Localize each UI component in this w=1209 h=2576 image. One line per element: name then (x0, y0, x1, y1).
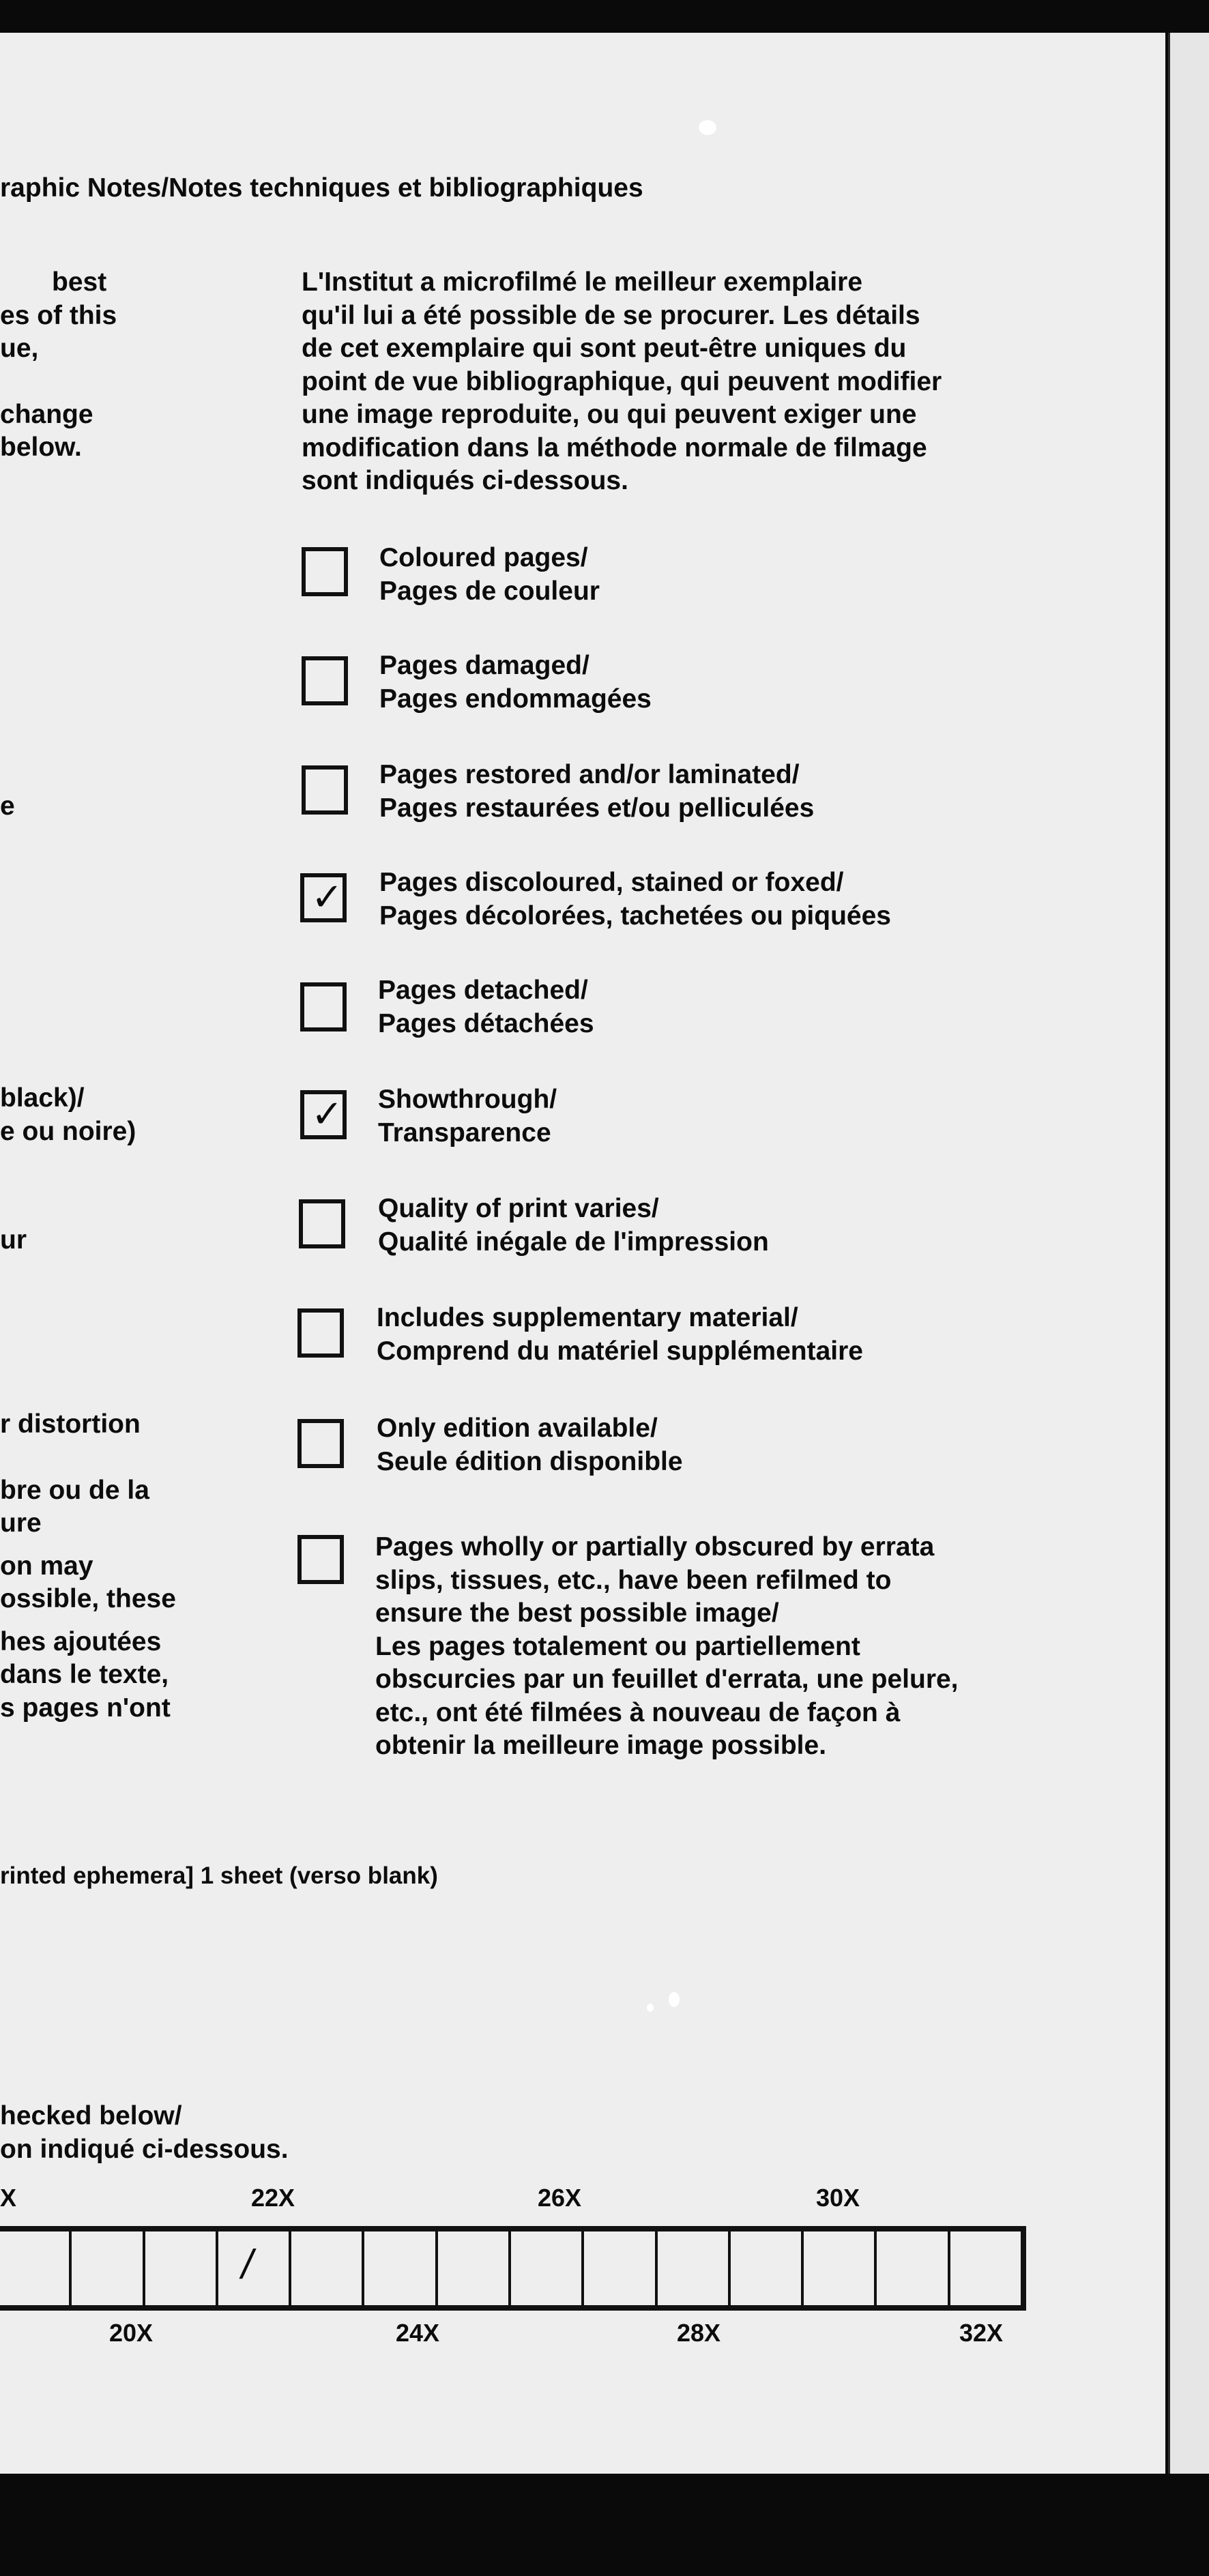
coloured-pages-label: Coloured pages/ Pages de couleur (379, 543, 600, 606)
only-edition-checkbox[interactable] (297, 1419, 344, 1468)
scale-cell[interactable] (145, 2231, 218, 2305)
left-intro-fragment: best es of this ue, change below. (0, 267, 117, 462)
scale-cell[interactable] (804, 2231, 877, 2305)
left-bottom-fragment: hecked below/ on indiqué ci-dessous. (0, 2101, 289, 2164)
intro-paragraph: L'Institut a microfilmé le meilleur exemplaire qu'il lui a été possible de se procurer. Les détails de cet exemplaire qui sont peut-être uniques du point de vue bibliographique, qui peuvent modifier une image reproduite, ou qui peuvent exiger une modification dans la méthode normale de filmage sont indiqués ci-dessous. (302, 267, 942, 495)
scale-cell[interactable] (0, 2231, 72, 2305)
speck (647, 2004, 654, 2012)
pages-restored-label: Pages restored and/or laminated/ Pages restaurées et/ou pelliculées (379, 760, 815, 823)
pages-restored-checkbox[interactable] (302, 765, 348, 815)
scale-cell[interactable] (584, 2231, 657, 2305)
ratio-label-top: 22X (251, 2184, 295, 2212)
supplementary-material-checkbox[interactable] (297, 1308, 344, 1358)
scale-cell[interactable] (364, 2231, 437, 2305)
scale-cell[interactable] (658, 2231, 731, 2305)
left-fragment: ur (0, 1225, 27, 1255)
ratio-label-top: 26X (538, 2184, 582, 2212)
errata-checkbox[interactable] (297, 1535, 344, 1584)
adjacent-page-edge (1168, 33, 1209, 2474)
ratio-label-bottom: 32X (959, 2319, 1004, 2347)
scale-cell-checked[interactable] (218, 2231, 291, 2305)
scale-cell[interactable] (950, 2231, 1021, 2305)
scale-cell[interactable] (72, 2231, 145, 2305)
pages-detached-checkbox[interactable] (300, 982, 347, 1031)
speck (699, 120, 716, 135)
print-quality-label: Quality of print varies/ Qualité inégale de l'impression (378, 1194, 769, 1257)
reduction-ratio-scale (0, 2226, 1026, 2311)
pages-damaged-label: Pages damaged/ Pages endommagées (379, 651, 652, 714)
ratio-label-top: X (0, 2184, 17, 2212)
errata-label: Pages wholly or partially obscured by errata slips, tissues, etc., have been refilmed to ensure the best possible image/ Les pages totalement ou partiellement obscurcies par un feuillet d'errata, une pelure, etc., ont été filmées à nouveau de façon à obtenir la meilleure image possible. (375, 1532, 959, 1760)
print-quality-checkbox[interactable] (299, 1199, 345, 1248)
left-fragment: r distortion bre ou de la ure on may ossible, these hes ajoutées dans le texte, s pages n'ont (0, 1409, 176, 1723)
ratio-label-bottom: 28X (677, 2319, 721, 2347)
ratio-label-bottom: 20X (109, 2319, 154, 2347)
pages-detached-label: Pages detached/ Pages détachées (378, 976, 594, 1038)
page-title: raphic Notes/Notes techniques et bibliographiques (0, 173, 643, 203)
showthrough-label: Showthrough/ Transparence (378, 1085, 557, 1147)
left-fragment: black)/ e ou noire) (0, 1083, 136, 1146)
speck (669, 1992, 680, 2007)
ratio-label-bottom: 24X (396, 2319, 440, 2347)
scale-cell[interactable] (731, 2231, 804, 2305)
coloured-pages-checkbox[interactable] (302, 547, 348, 596)
scale-cell[interactable] (511, 2231, 584, 2305)
pages-discoloured-checkbox[interactable] (300, 873, 347, 922)
ratio-label-top: 30X (816, 2184, 860, 2212)
pages-discoloured-label: Pages discoloured, stained or foxed/ Pages décolorées, tachetées ou piquées (379, 868, 891, 931)
supplementary-material-label: Includes supplementary material/ Comprend du matériel supplémentaire (377, 1303, 863, 1366)
checkmark-icon: ✓ (311, 875, 343, 920)
showthrough-checkbox[interactable] (300, 1090, 347, 1139)
pages-damaged-checkbox[interactable] (302, 656, 348, 705)
checkmark-icon: ✓ (311, 1092, 343, 1137)
scale-cell[interactable] (877, 2231, 950, 2305)
only-edition-label: Only edition available/ Seule édition disponible (377, 1414, 683, 1476)
scale-cell[interactable] (438, 2231, 511, 2305)
checkmark-icon: / (241, 2242, 253, 2287)
scale-cell[interactable] (291, 2231, 364, 2305)
ephemera-note: rinted ephemera] 1 sheet (verso blank) (0, 1862, 438, 1889)
left-fragment: e (0, 791, 15, 821)
